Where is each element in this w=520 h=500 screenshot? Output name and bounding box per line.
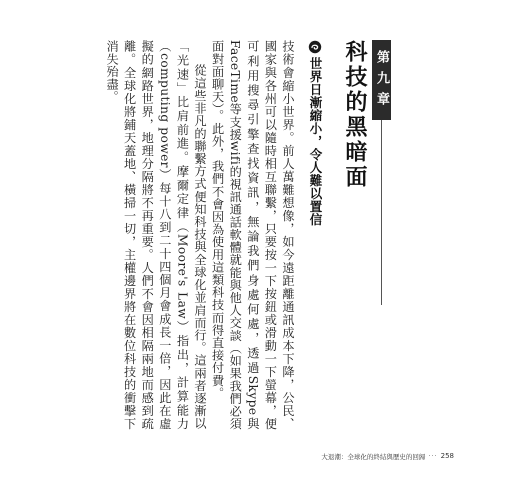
chapter-label: 第九章 — [372, 40, 391, 120]
footer-separator: ··· — [428, 452, 438, 460]
circle-swirl-icon — [310, 40, 324, 54]
section-heading — [306, 40, 324, 270]
chapter-title: 科技的黑暗面 — [342, 40, 367, 190]
section-heading-text: 世界日漸縮小，令人難以置信 — [308, 57, 323, 226]
page-footer — [254, 449, 454, 463]
page-number: 258 — [440, 452, 454, 460]
paragraph: 技術會縮小世界。前人萬難想像，如今遠距離通訊成本下降，公民、國家與各州可以隨時相互聯繫，只要按一下按鈕或滑動一下螢幕，便可利用搜尋引擎查找資訊，無論我們身處何處，透過Skype與FaceTime等支援wifi的視訊通話軟體就能與他人交談（如果我們必須面對面聊天）。此外，我們不會因為使用這類科技而得直接付費。 — [210, 40, 295, 430]
chapter-divider — [381, 120, 382, 305]
running-title: 大退潮：全球化的終結與歷史的回歸 — [321, 452, 426, 461]
paragraph: 從這些非凡的聯繫方式便知科技與全球化並肩而行。這兩者逐漸以「光速」比肩前進。摩爾定律（Moore's Law）指出，計算能力（computing power）每十八到二十四個月會成長一倍，因此在虛擬的網路世界，地理分隔將不再重要。人們不會因相隔兩地而感到疏離。全球化將鋪天蓋地、橫掃一切，主權邊界將在數位科技的衝擊下消失殆盡。 — [105, 40, 208, 430]
body-text — [98, 40, 296, 430]
